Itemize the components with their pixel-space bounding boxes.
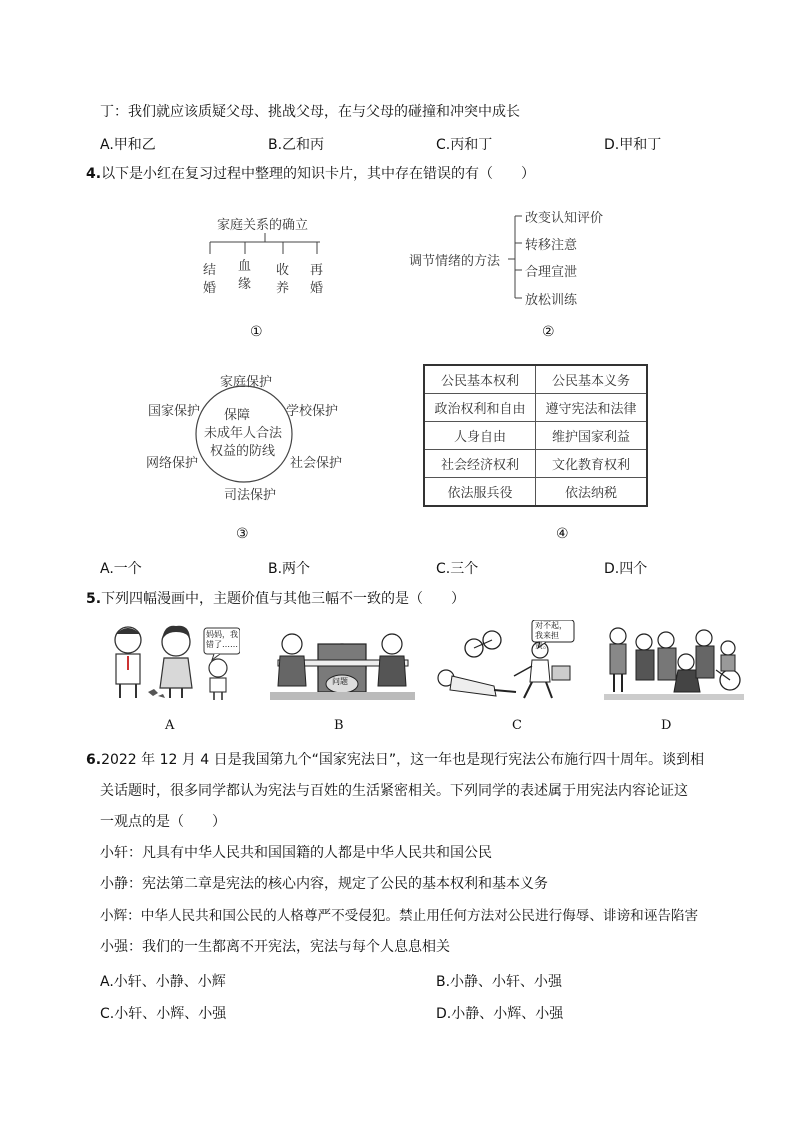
q6-option-d[interactable]: D.小静、小辉、小强 <box>436 1006 564 1022</box>
q6-option-c[interactable]: C.小轩、小辉、小强 <box>100 1006 227 1022</box>
cartoon-a[interactable] <box>100 618 240 702</box>
card-4-label: ④ <box>556 526 569 542</box>
q4-option-a[interactable]: A.一个 <box>100 561 142 577</box>
table-cell: 公民基本权利 <box>424 365 536 394</box>
cartoon-c-label: C <box>512 718 522 733</box>
cartoon-d-drawing <box>604 622 744 702</box>
circle-society-protection: 社会保护 <box>290 456 343 471</box>
table-cell: 人身自由 <box>424 422 536 450</box>
q6-number: 6. <box>86 752 102 768</box>
cartoon-b-bubble: 问题 <box>332 677 348 686</box>
family-tree-title: 家庭关系的确立 <box>217 218 309 233</box>
family-item-marriage: 结 婚 <box>203 263 217 296</box>
q6-statement-xiaojing: 小静：宪法第二章是宪法的核心内容，规定了公民的基本权利和基本义务 <box>100 876 548 892</box>
q4-option-b[interactable]: B.两个 <box>268 561 311 577</box>
card-family-relations <box>195 206 335 306</box>
q6-stem-line-1 <box>86 750 704 770</box>
q4-option-d[interactable]: D.四个 <box>604 561 648 577</box>
emotion-item-vent: 合理宣泄 <box>525 265 578 280</box>
table-cell: 遵守宪法和法律 <box>536 394 648 422</box>
card-rights-table <box>423 364 648 507</box>
table-cell: 依法纳税 <box>536 478 648 507</box>
circle-family-protection: 家庭保护 <box>220 375 273 390</box>
circle-judicial-protection: 司法保护 <box>224 488 277 503</box>
q3-option-a[interactable]: A.甲和乙 <box>100 137 156 153</box>
q4-stem <box>86 164 535 184</box>
q5-stem-text: 下列四幅漫画中，主题价值与其他三幅不一致的是（ ） <box>101 591 466 607</box>
q5-stem <box>86 589 465 609</box>
q6-option-b[interactable]: B.小静、小轩、小强 <box>436 974 563 990</box>
circle-state-protection: 国家保护 <box>148 404 201 419</box>
circle-network-protection: 网络保护 <box>146 456 199 471</box>
q6-statement-xiaoxuan: 小轩：凡具有中华人民共和国国籍的人都是中华人民共和国公民 <box>100 845 492 861</box>
cartoon-d[interactable] <box>604 622 744 702</box>
family-item-remarriage: 再 婚 <box>310 263 324 296</box>
card-emotion-methods <box>405 204 625 308</box>
table-row <box>424 478 647 507</box>
family-item-adoption: 收 养 <box>276 263 290 296</box>
rights-duties-table <box>423 364 648 507</box>
family-item-blood: 血 缘 <box>238 259 252 292</box>
cartoon-c[interactable] <box>432 620 582 702</box>
q6-option-a[interactable]: A.小轩、小静、小辉 <box>100 974 226 990</box>
table-cell: 社会经济权利 <box>424 450 536 478</box>
card-2-label: ② <box>542 324 555 340</box>
q6-statement-xiaoqiang: 小强：我们的一生都离不开宪法，宪法与每个人息息相关 <box>100 939 450 955</box>
card-protection-circle <box>140 368 350 503</box>
cartoon-a-bubble: 妈妈，我错了…… <box>206 630 238 649</box>
q3-statement-ding: 丁：我们就应该质疑父母、挑战父母，在与父母的碰撞和冲突中成长 <box>100 104 520 120</box>
q4-number: 4. <box>86 166 102 182</box>
cartoon-b-label: B <box>334 718 344 733</box>
table-row <box>424 450 647 478</box>
cartoon-a-label: A <box>165 718 175 733</box>
cartoon-d-label: D <box>661 718 672 733</box>
cartoon-b-drawing <box>270 622 415 702</box>
table-cell: 依法服兵役 <box>424 478 536 507</box>
q6-stem-line-3: 一观点的是（ ） <box>100 814 226 830</box>
circle-center-line-3: 权益的防线 <box>210 444 276 459</box>
q3-option-d[interactable]: D.甲和丁 <box>604 137 662 153</box>
emotion-item-relax: 放松训练 <box>525 293 578 308</box>
card-3-label: ③ <box>236 526 249 542</box>
circle-center-line-2: 未成年人合法 <box>204 426 283 441</box>
q4-option-c[interactable]: C.三个 <box>436 561 479 577</box>
circle-center-line-1: 保障 <box>224 408 251 423</box>
q3-option-c[interactable]: C.丙和丁 <box>436 137 493 153</box>
circle-school-protection: 学校保护 <box>286 404 339 419</box>
q4-stem-text: 以下是小红在复习过程中整理的知识卡片，其中存在错误的有（ ） <box>101 166 536 182</box>
card-1-label: ① <box>250 324 263 340</box>
table-cell: 公民基本义务 <box>536 365 648 394</box>
q5-number: 5. <box>86 591 102 607</box>
table-row <box>424 394 647 422</box>
q6-stem-line-2: 关话题时，很多同学都认为宪法与百姓的生活紧密相关。下列同学的表述属于用宪法内容论证这 <box>100 783 688 799</box>
q6-line-1-text: 2022 年 12 月 4 日是我国第九个“国家宪法日”，这一年也是现行宪法公布施行四十周年。谈到相 <box>101 752 705 768</box>
emotion-item-attention: 转移注意 <box>525 238 578 253</box>
cartoon-b[interactable] <box>270 622 415 702</box>
table-cell: 文化教育权利 <box>536 450 648 478</box>
q3-option-b[interactable]: B.乙和丙 <box>268 137 325 153</box>
cartoon-c-bubble: 对不起，我来担责。 <box>535 621 567 650</box>
table-row <box>424 365 647 394</box>
table-row <box>424 422 647 450</box>
table-cell: 政治权利和自由 <box>424 394 536 422</box>
q6-statement-xiaohui: 小辉：中华人民共和国公民的人格尊严不受侵犯。禁止用任何方法对公民进行侮辱、诽谤和诬告陷害 <box>100 908 699 924</box>
table-cell: 维护国家利益 <box>536 422 648 450</box>
emotion-title: 调节情绪的方法 <box>409 254 501 269</box>
emotion-item-cognition: 改变认知评价 <box>525 211 604 226</box>
